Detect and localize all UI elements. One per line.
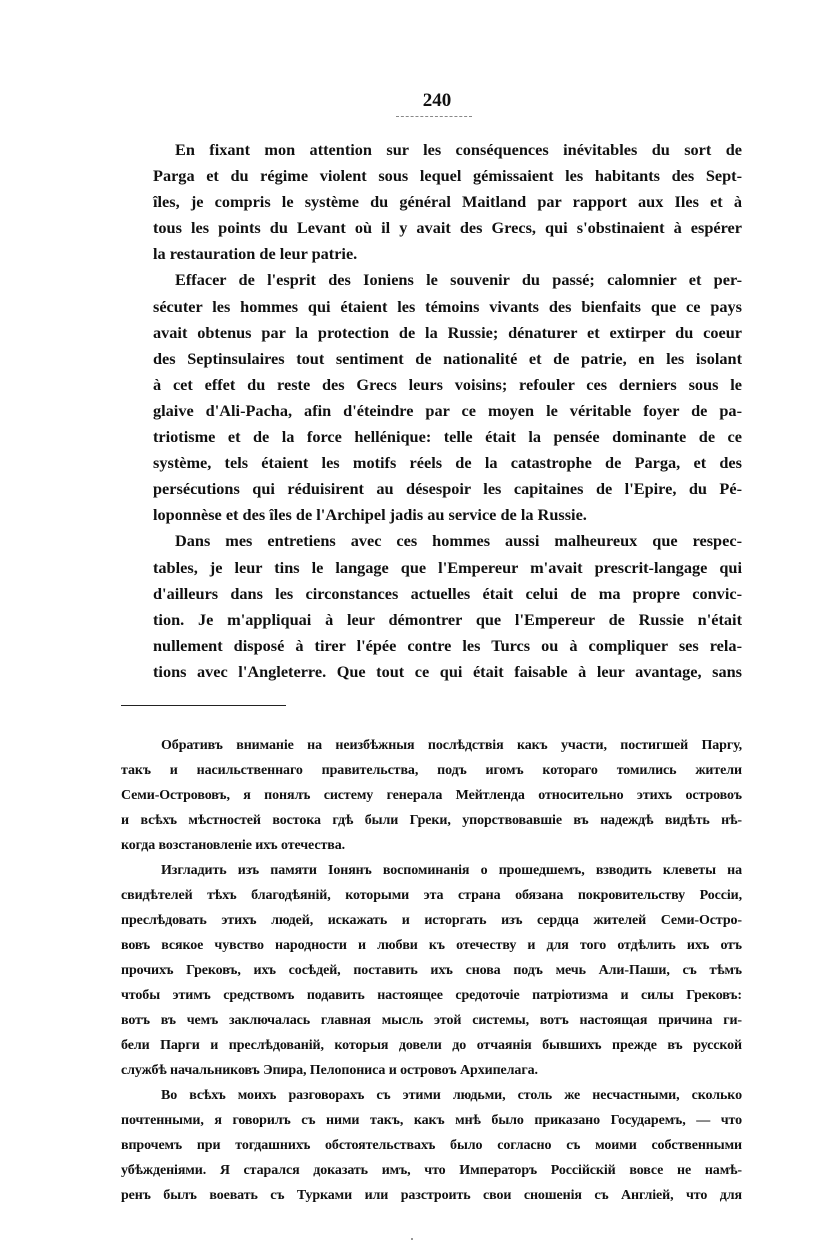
paragraph (153, 528, 742, 685)
text-line: Во всѣхъ моихъ разговорахъ съ этими людьми, столь же несчастными, сколько (161, 1088, 742, 1103)
scan-speck (411, 1238, 413, 1240)
text-line: убѣжденіями. Я старался доказать имъ, что Императоръ Россійскій вовсе не намѣ- (121, 1163, 742, 1178)
text-line: Dans mes entretiens avec ces hommes aussi malheureux que respec- (175, 531, 742, 551)
text-line: loponnèse et des îles de l'Archipel jadis au service de la Russie. (153, 505, 587, 525)
text-line: когда возстановленіе ихъ отечества. (121, 838, 345, 853)
text-line: свидѣтелей тѣхъ благодѣяній, которыми эта страна обязана покровительству Россіи, (121, 888, 742, 903)
text-line: avait obtenus par la protection de la Russie; dénaturer et extirper du coeur (153, 322, 742, 342)
text-line: tous les points du Levant où il y avait des Grecs, qui s'obstinaient à espérer (153, 218, 742, 238)
text-line: nullement disposé à tirer l'épée contre les Turcs ou à compliquer ses rela- (153, 635, 742, 655)
text-line: glaive d'Ali-Pacha, afin d'éteindre par ce moyen le véritable foyer de pa- (153, 400, 742, 420)
text-line: почтенными, я говорилъ съ ними такъ, какъ мнѣ было приказано Государемъ, — что (121, 1113, 742, 1128)
text-line: à cet effet du reste des Grecs leurs voisins; refouler ces derniers sous le (153, 374, 742, 394)
text-line: и всѣхъ мѣстностей востока гдѣ были Греки, упорствовавшіе въ надеждѣ видѣть нѣ- (121, 813, 742, 828)
text-line: чтобы этимъ средствомъ подавить настоящее средоточіе патріотизма и силы Грековъ: (121, 988, 742, 1003)
text-line: Parga et du régime violent sous lequel gémissaient les habitants des Sept- (153, 166, 742, 186)
text-line: tions avec l'Angleterre. Que tout ce qui était faisable à leur avantage, sans (153, 661, 742, 681)
paragraph (121, 733, 742, 858)
text-line: En fixant mon attention sur les conséquences inévitables du sort de (175, 140, 742, 159)
text-line: ренъ былъ воевать съ Турками или разстроить свои сношенія съ Англіей, что для (121, 1188, 742, 1203)
text-line: такъ и насильственнаго правительства, подъ игомъ котораго томились жители (121, 763, 742, 778)
footnote-text (121, 733, 742, 1208)
text-line: système, tels étaient les motifs réels de la catastrophe de Parga, et des (153, 453, 742, 473)
text-line: Обративъ вниманіе на неизбѣжныя послѣдствія какъ участи, постигшей Паргу, (161, 738, 742, 753)
text-line: вотъ въ чемъ заключалась главная мысль этой системы, вотъ настоящая причина ги- (121, 1013, 742, 1028)
page-number: 240 (422, 90, 452, 111)
paragraph (121, 1083, 742, 1208)
text-line: persécutions qui réduisirent au désespoir les capitaines de l'Epire, du Pé- (153, 479, 742, 499)
text-line: sécuter les hommes qui étaient les témoins vivants des bienfaits que ce pays (153, 296, 742, 316)
text-line: впрочемъ при тогдашнихъ обстоятельствахъ было согласно съ моими собственными (121, 1138, 742, 1153)
page-number-rule (396, 116, 472, 117)
text-line: Семи-Острововъ, я понялъ систему генерала Мейтленда относительно этихъ островоъ (121, 788, 742, 803)
text-line: преслѣдовать этихъ людей, искажать и исторгать изъ сердца жителей Семи-Остро- (121, 913, 742, 928)
text-line: des Septinsulaires tout sentiment de nationalité et de patrie, en les isolant (153, 348, 742, 368)
footnote-divider (121, 705, 286, 706)
text-line: tables, je leur tins le langage que l'Empereur m'avait prescrit-langage qui (153, 557, 742, 577)
text-line: la restauration de leur patrie. (153, 244, 358, 264)
text-line: tion. Je m'appliquai à leur démontrer que l'Empereur de Russie n'était (153, 609, 742, 629)
text-line: бели Парги и преслѣдованій, которыя довели до отчаянія бывшихъ прежде въ русской (121, 1038, 742, 1053)
text-line: прочихъ Грековъ, ихъ сосѣдей, поставить ихъ снова подъ мечь Али-Паши, съ тѣмъ (121, 963, 742, 978)
text-line: службѣ начальниковъ Эпира, Пелопониса и островоъ Архипелага. (121, 1063, 538, 1078)
text-line: Effacer de l'esprit des Ioniens le souvenir du passé; calomnier et per- (175, 270, 742, 290)
text-line: Изгладить изъ памяти Іонянъ воспоминанія о прошедшемъ, взводить клеветы на (161, 863, 742, 878)
text-line: triotisme et de la force hellénique: telle était la pensée dominante de ce (153, 427, 742, 447)
paragraph (121, 858, 742, 1083)
paragraph (153, 137, 742, 267)
paragraph (153, 267, 742, 528)
main-text (153, 137, 742, 685)
text-line: вовъ всякое чувство народности и любви къ отечеству и для того отдѣлить ихъ отъ (121, 938, 742, 953)
text-line: d'ailleurs dans les circonstances actuelles était celui de ma propre convic- (153, 583, 742, 603)
text-line: îles, je compris le système du général Maitland par rapport aux Iles et à (153, 192, 742, 212)
